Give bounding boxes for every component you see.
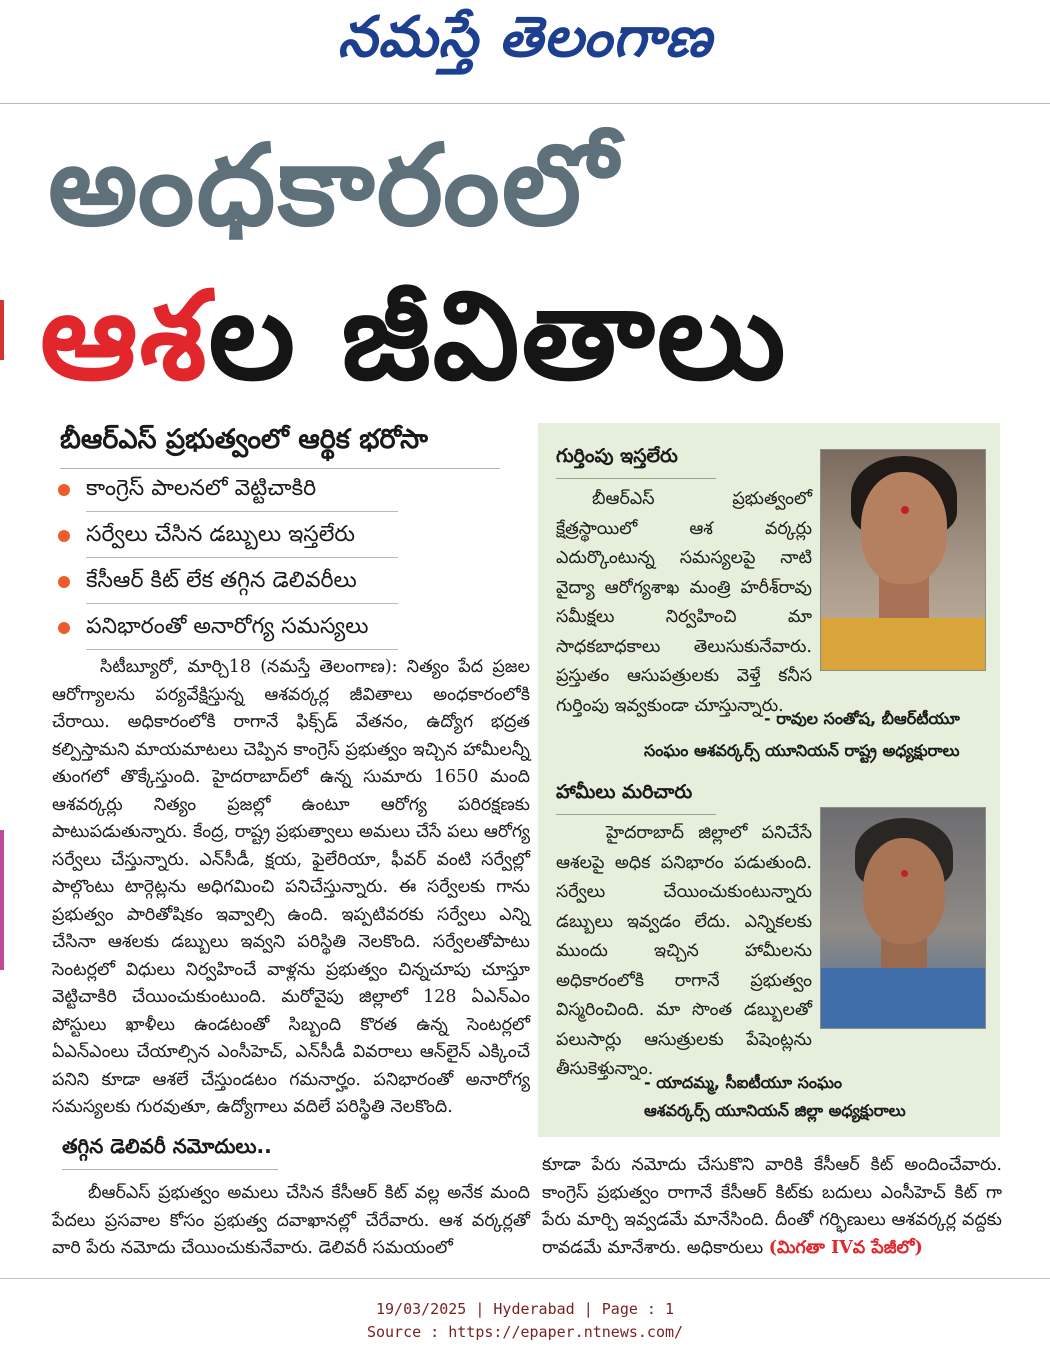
bullet-dot-icon (58, 484, 70, 496)
quote-box-2-attribution-role: ఆశవర్కర్స్ యూనియన్ జిల్లా అధ్యక్షురాలు (644, 1101, 906, 1120)
headline-line-1: అంధకారంలో (48, 121, 620, 251)
source-link[interactable]: Source : https://epaper.ntnews.com/ (366, 1323, 684, 1341)
article-paragraph-1: సిటీబ్యూరో, మార్చి18 (నమస్తే తెలంగాణ): నిత్యం పేద ప్రజల ఆరోగ్యాలను పర్యవేక్షిస్తున్న ఆశవర్కర్ల జీవితాలు అంధకారంలోకి చేరాయి. అధికారంలోకి రాగానే ఫిక్స్‌డ్ వేతనం, ఉద్యోగ భద్రత కల్పిస్తామని మాయమాటలు చెప్పిన కాంగ్రెస్ ప్రభుత్వం ఇచ్చిన హామీలన్నీ తుంగలో తొక్కేస్తుంది. హైదరాబాద్‌లో ఉన్న సుమారు 1650 మంది ఆశవర్కర్లు నిత్యం ప్రజల్లో ఉంటూ ఆరోగ్య పరిరక్షణకు పాటుపడుతున్నారు. కేంద్ర, రాష్ట్ర ప్రభుత్వాలు అమలు చేసే పలు ఆరోగ్య సర్వేలు చేస్తున్నారు. ఎన్‌సీడీ, క్షయ, ఫైలేరియా, ఫీవర్ వంటి సర్వేల్లో పాల్గొంటు టార్గెట్లను అధిగమించి పనిచేస్తున్నారు. ఈ సర్వేలకు గాను ప్రభుత్వం పారితోషికం ఇవ్వాల్సి ఉంది. ఇప్పటివరకు సర్వేలు ఎన్ని చేసినా ఆశలకు డబ్బులు ఇవ్వని పరిస్థితి నెలకొంది. సర్వేలతోపాటు సెంటర్లలో విధులు నిర్వహించే వాళ్లను ప్రభుత్వం చిన్నచూపు చూస్తూ వెట్టిచాకిరి చేయించుకుంటుంది. మరోవైపు జిల్లాలో 128 ఏఎన్‌ఎం పోస్టులు ఖాళీలు ఉండటంతో సిబ్బంది కొరత ఉన్న సెంటర్లలో ఏఎన్‌ఎంలు చేయాల్సిన ఎంసీహెచ్, ఎన్‌సీడీ వివరాలు ఆన్‌లైన్ ఎక్కించే పనిని కూడా ఆశలే చేస్తుండటం గమనార్హం. పనిభారంతో అనారోగ్య సమస్యలకు గురవుతూ, ఉద్యోగాలు వదిలే పరిస్థితి నెలకొంది. (52, 657, 530, 1117)
portrait-photo-1 (820, 449, 986, 671)
highlight-item: సర్వేలు చేసిన డబ్బులు ఇస్తలేరు (48, 516, 508, 562)
headline-black-words: ల జీవితాలు (208, 265, 788, 407)
quote-box-1-attribution-role: సంఘం ఆశవర్కర్స్ యూనియన్ రాష్ట్ర అధ్యక్షురాలు (644, 741, 960, 760)
highlights-list (48, 470, 508, 654)
bullet-dot-icon (58, 530, 70, 542)
bullet-dot-icon (58, 576, 70, 588)
article-paragraph-2: బీఆర్‌ఎస్ ప్రభుత్వం అమలు చేసిన కేసీఆర్ కిట్ వల్ల అనేక మంది పేదలు ప్రసవాల కోసం ప్రభుత్వ దవాఖానల్లో చేరేవారు. ఆశ వర్కర్లతో వారి పేరు నమోదు చేయించుకునేవారు. డెలివరీ సమయంలో (52, 1183, 530, 1258)
article-paragraph-3: కూడా పేరు నమోదు చేసుకొని వారికి కేసీఆర్ కిట్ అందించేవారు. కాంగ్రెస్ ప్రభుత్వం రాగానే కేసీఆర్ కిట్‌కు బదులు ఎంసీహెచ్ కిట్ గా పేరు మార్చి ఇవ్వడమే మానేసింది. దీంతో గర్భిణులు ఆశవర్కర్ల వద్దకు రావడమే మానేశారు. అధికారులు (మిగతా IVవ పేజీలో) (542, 1155, 1002, 1258)
quote-box-1-attribution-name: - రావుల సంతోష, బీఆర్‌టీయూ (764, 709, 960, 728)
headline-red-word: ఆశ (40, 265, 209, 407)
quote-box-2-text: హైదరాబాద్ జిల్లాలో పనిచేసే ఆశలపై అధిక పనిభారం పడుతుంది. సర్వేలు చేయించుకుంటున్నారు డబ్బులు ఇవ్వడం లేదు. ఎన్నికలకు ముందు ఇచ్చిన హామీలను అధికారంలోకి రాగానే ప్రభుత్వం విస్మరించింది. మా సొంత డబ్బులతో పలుసార్లు ఆసుత్రులకు పేషెంట్లను తీసుకెళ్తున్నాం. (556, 823, 812, 1079)
portrait-photo-2 (820, 807, 986, 1029)
quote-box-2-title: హామీలు మరిచారు (556, 781, 716, 815)
quote-box-1-text: బీఆర్‌ఎస్ ప్రభుత్వంలో క్షేత్రస్థాయిలో ఆశ వర్కర్లు ఎదుర్కొంటున్న సమస్యలపై నాటి వైద్యా ఆరోగ్యశాఖ మంత్రి హరీశ్‌రావు సమీక్షలు నిర్వహించి మా సాధకబాధకాలు తెలుసుకునేవారు. ప్రస్తుతం ఆసుపత్రులకు వెళ్తే కనీస గుర్తింపు ఇవ్వకుండా చూస్తున్నారు. (556, 489, 812, 716)
article-subhead: బీఆర్‌ఎస్ ప్రభుత్వంలో ఆర్థిక భరోసా (60, 424, 500, 469)
continued-on-page-label: (మిగతా IVవ పేజీలో) (768, 1237, 923, 1258)
quotes-sidebar (538, 423, 1000, 1137)
masthead (0, 0, 1050, 104)
article-subheading: తగ్గిన డెలివరీ నమోదులు.. (62, 1134, 278, 1170)
left-edge-strip-pink (0, 830, 4, 970)
footer-divider (0, 1278, 1050, 1279)
quote-box-1-title: గుర్తింపు ఇస్తలేరు (556, 445, 716, 479)
highlight-item: కేసీఆర్ కిట్ లేక తగ్గిన డెలివరీలు (48, 562, 508, 608)
headline-line-2 (40, 262, 787, 410)
edition-info: 19/03/2025 | Hyderabad | Page : 1 (375, 1300, 674, 1318)
highlight-item: కాంగ్రెస్ పాలనలో వెట్టిచాకిరి (48, 470, 508, 516)
highlight-item: పనిభారంతో అనారోగ్య సమస్యలు (48, 608, 508, 654)
quote-box-2-attribution-name: - యాదమ్మ, సీఐటీయూ సంఘం (644, 1073, 842, 1092)
newspaper-logo: నమస్తే తెలంగాణ (337, 4, 713, 70)
bullet-dot-icon (58, 622, 70, 634)
left-edge-strip-red (0, 300, 4, 360)
